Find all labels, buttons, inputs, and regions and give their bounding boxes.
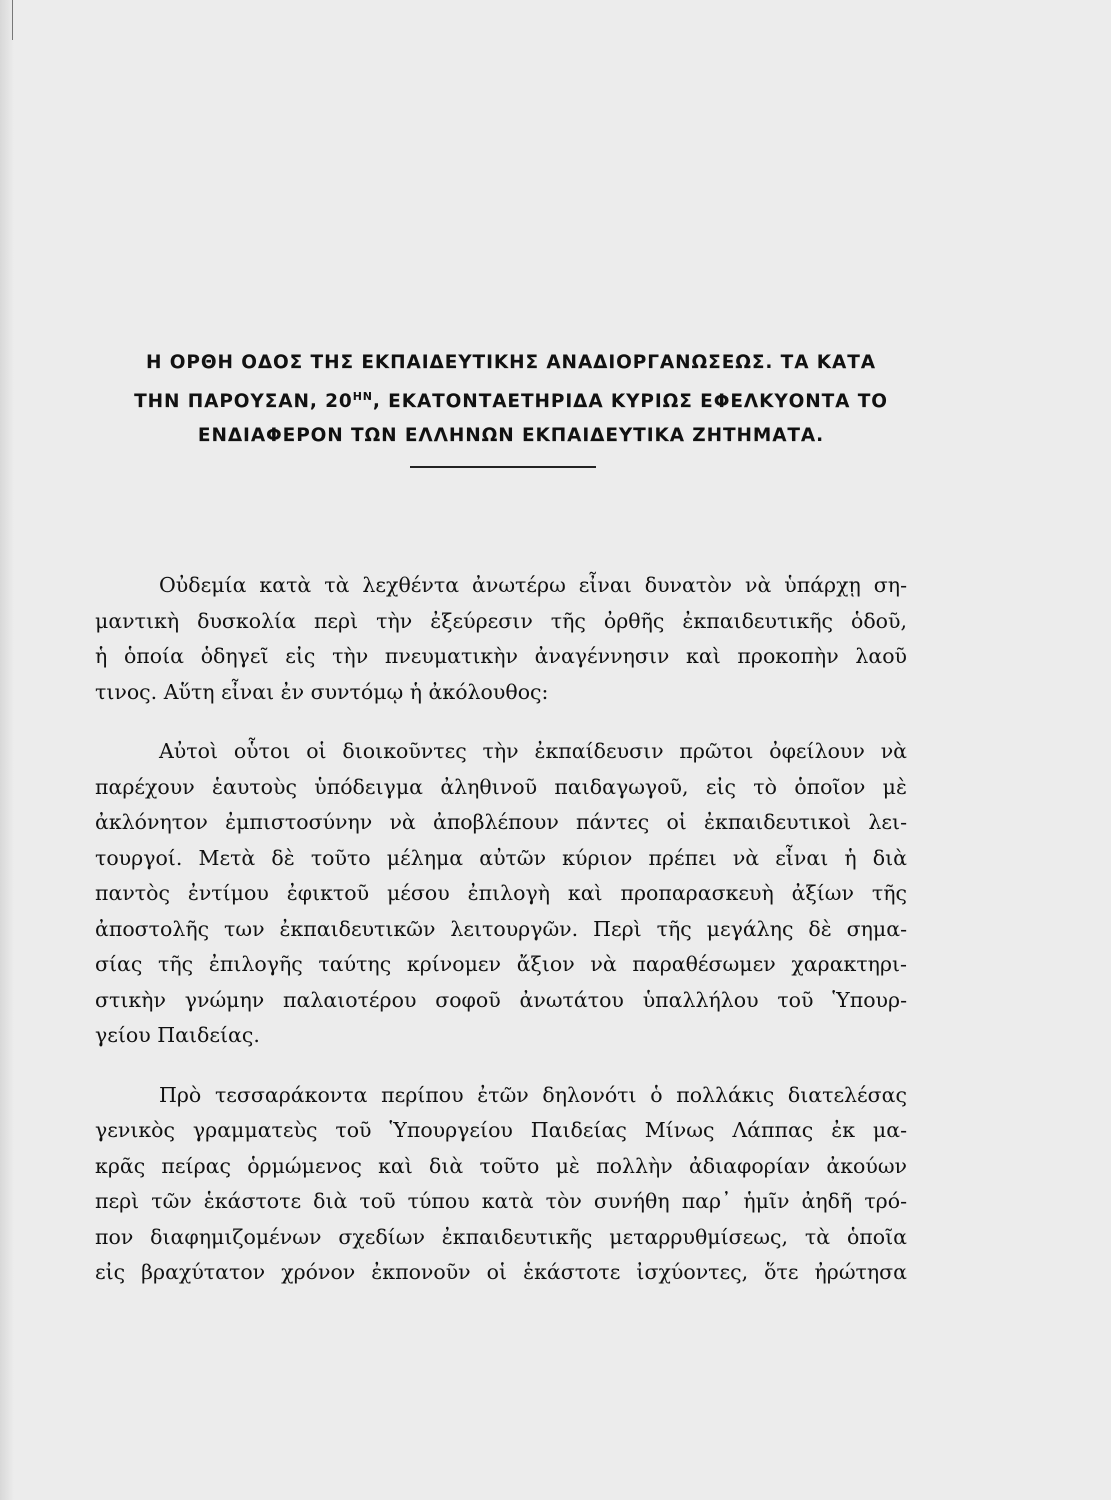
paragraph-2 (95, 734, 907, 1054)
text-line: ἡ ὁποία ὁδηγεῖ εἰς τὴν πνευματικὴν ἀναγέννησιν καὶ προκοπὴν λαοῦ (95, 644, 907, 668)
text-line: Αὐτοὶ οὗτοι οἱ διοικοῦντες τὴν ἐκπαίδευσιν πρῶτοι ὀφείλουν νὰ (159, 739, 907, 763)
text-line: ἀποστολῆς των ἐκπαιδευτικῶν λειτουργῶν. Περὶ τῆς μεγάλης δὲ σημα- (95, 916, 907, 941)
paragraph-1 (95, 568, 907, 710)
heading-line-1: Η ΟΡΘΗ ΟΔΟΣ ΤΗΣ ΕΚΠΑΙΔΕΥΤΙΚΗΣ ΑΝΑΔΙΟΡΓΑΝΩΣΕΩΣ. ΤΑ ΚΑΤΑ (146, 352, 876, 373)
text-line: παρέχουν ἑαυτοὺς ὑπόδειγμα ἀληθινοῦ παιδαγωγοῦ, εἰς τὸ ὁποῖον μὲ (95, 774, 907, 799)
text-line: σίας τῆς ἐπιλογῆς ταύτης κρίνομεν ἄξιον νὰ παραθέσωμεν χαρακτηρι- (95, 952, 907, 976)
heading-line-2 (92, 380, 930, 419)
text-line: γείου Παιδείας. (95, 1023, 260, 1047)
paragraph-gap (95, 710, 907, 734)
text-line: τινος. Αὕτη εἶναι ἐν συντόμῳ ἡ ἀκόλουθος: (95, 679, 549, 704)
heading-line-2-start: ΤΗΝ ΠΑΡΟΥΣΑΝ, 20 (134, 391, 353, 412)
text-line: κρᾶς πείρας ὁρμώμενος καὶ διὰ τοῦτο μὲ πολλὴν ἀδιαφορίαν ἀκούων (95, 1153, 907, 1178)
text-line: τουργοί. Μετὰ δὲ τοῦτο μέλημα αὐτῶν κύριον πρέπει νὰ εἶναι ἡ διὰ (95, 845, 907, 870)
scan-edge (0, 0, 14, 1500)
text-line: στικὴν γνώμην παλαιοτέρου σοφοῦ ἀνωτάτου ὑπαλλήλου τοῦ Ὑπουρ- (95, 987, 907, 1012)
heading-line-3: ΕΝΔΙΑΦΕΡΟΝ ΤΩΝ ΕΛΛΗΝΩΝ ΕΚΠΑΙΔΕΥΤΙΚΑ ΖΗΤΗΜΑΤΑ. (197, 425, 825, 446)
text-line: μαντικὴ δυσκολία περὶ τὴν ἐξεύρεσιν τῆς ὀρθῆς ἐκπαιδευτικῆς ὁδοῦ, (95, 608, 907, 633)
text-line: ἀκλόνητον ἐμπιστοσύνην νὰ ἀποβλέπουν πάντες οἱ ἐκπαιδευτικοὶ λει- (95, 810, 907, 834)
text-line: περὶ τῶν ἑκάστοτε διὰ τοῦ τύπου κατὰ τὸν συνήθη παρ᾿ ἡμῖν ἀηδῆ τρό- (95, 1189, 907, 1213)
heading-superscript: ΗΝ (352, 390, 373, 403)
text-line: παντὸς ἐντίμου ἐφικτοῦ μέσου ἐπιλογὴ καὶ προπαρασκευὴ ἀξίων τῆς (95, 881, 907, 905)
text-line: πον διαφημιζομένων σχεδίων ἐκπαιδευτικῆς μεταρρυθμίσεως, τὰ ὁποῖα (95, 1224, 907, 1249)
paragraph-gap (95, 1054, 907, 1078)
section-heading (92, 346, 930, 453)
heading-divider (410, 466, 596, 468)
scan-mark (12, 0, 13, 40)
heading-line-2-end: , ΕΚΑΤΟΝΤΑΕΤΗΡΙΔΑ ΚΥΡΙΩΣ ΕΦΕΛΚΥΟΝΤΑ ΤΟ (372, 391, 888, 412)
paragraph-3 (95, 1078, 907, 1291)
body-text (95, 568, 907, 1291)
text-line: Οὐδεμία κατὰ τὰ λεχθέντα ἀνωτέρω εἶναι δυνατὸν νὰ ὑπάρχῃ ση- (159, 573, 907, 597)
text-line: Πρὸ τεσσαράκοντα περίπου ἐτῶν δηλονότι ὁ πολλάκις διατελέσας (159, 1082, 907, 1107)
text-line: γενικὸς γραμματεὺς τοῦ Ὑπουργείου Παιδείας Μίνως Λάππας ἐκ μα- (95, 1118, 907, 1142)
text-line: εἰς βραχύτατον χρόνον ἐκπονοῦν οἱ ἑκάστοτε ἰσχύοντες, ὅτε ἠρώτησα (95, 1260, 907, 1284)
